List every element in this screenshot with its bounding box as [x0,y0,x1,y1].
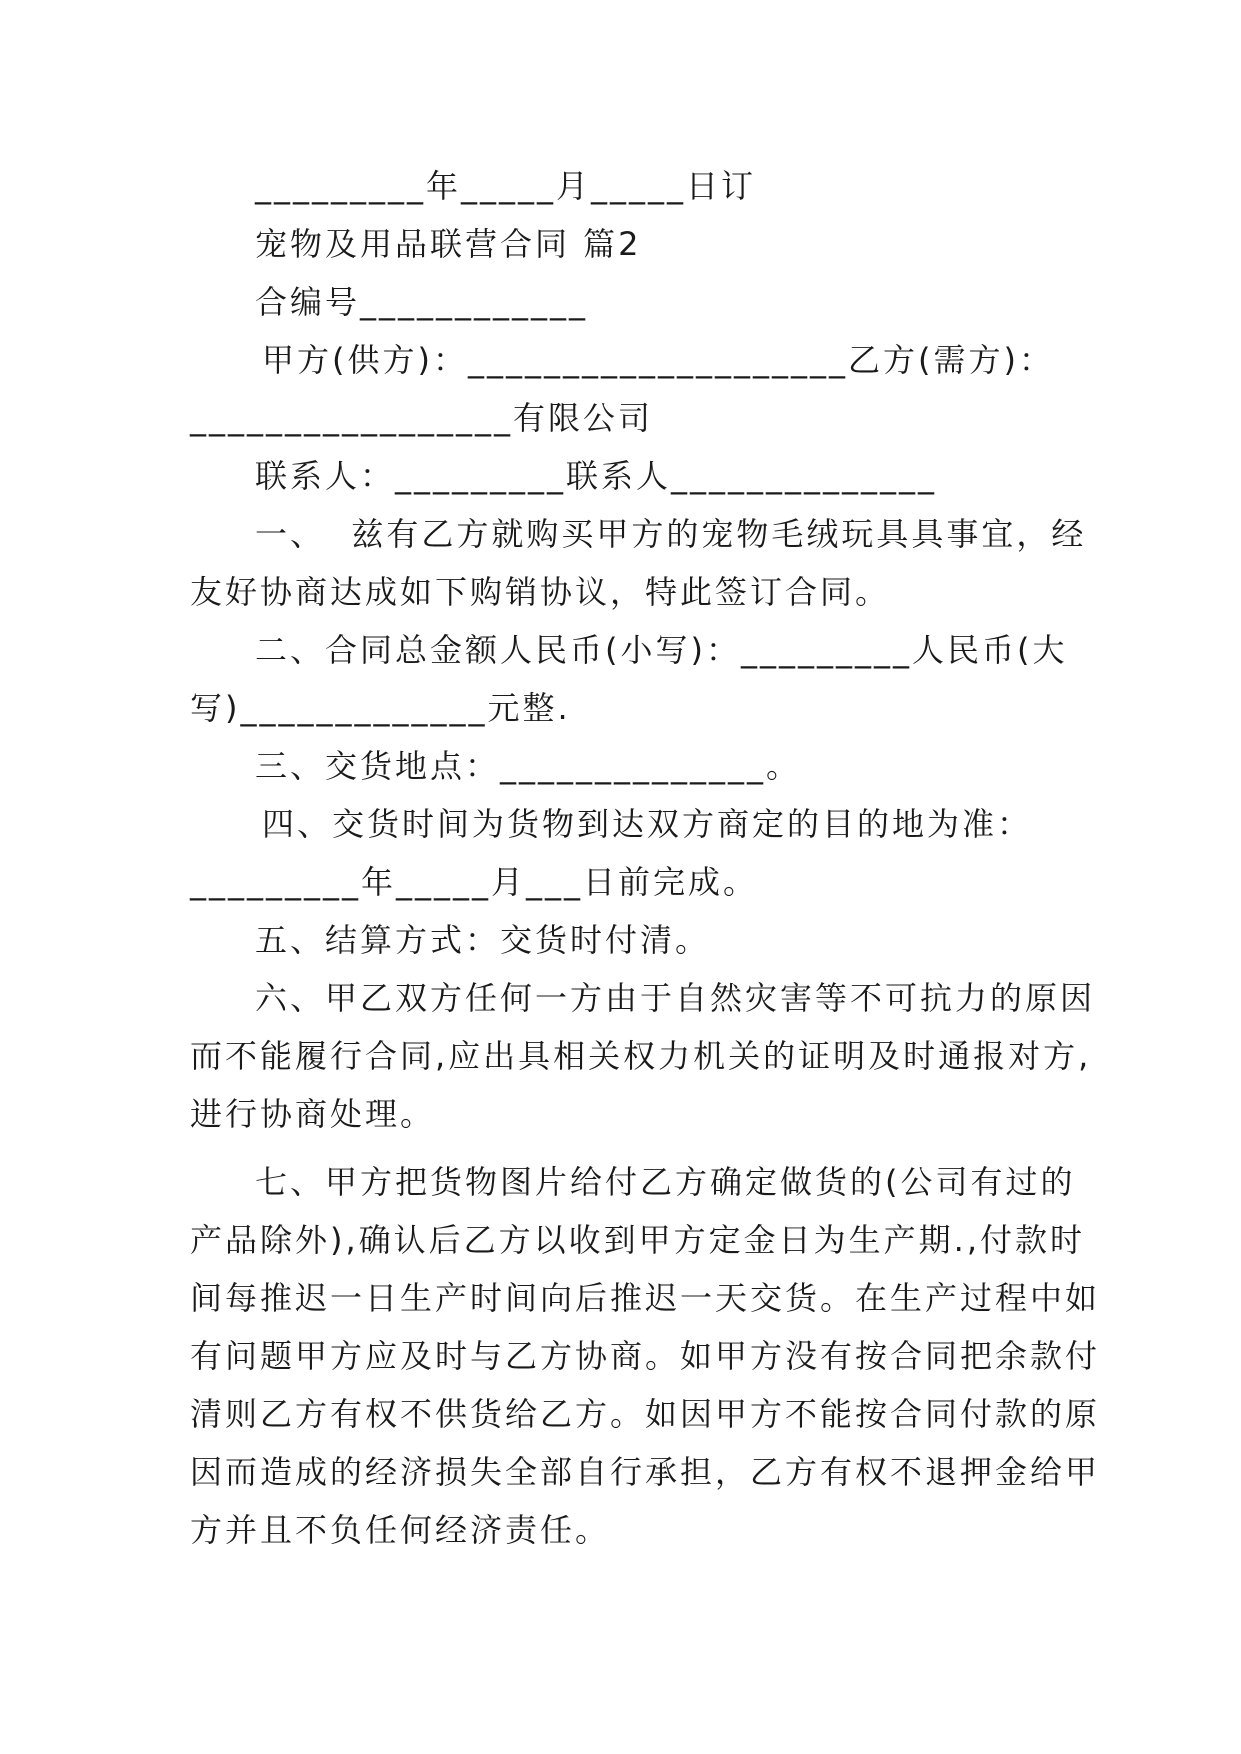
clause-4-line-1: 四、交货时间为货物到达双方商定的目的地为准： [262,805,1033,843]
contract-number-line: 合编号____________ [255,283,589,321]
clause-6-line-2: 而不能履行合同,应出具相关权力机关的证明及时通报对方, [190,1037,1092,1075]
clause-7-line-6: 因而造成的经济损失全部自行承担，乙方有权不退押金给甲 [190,1453,1101,1491]
clause-6-line-3: 进行协商处理。 [190,1095,436,1133]
date-signed-line: _________年_____月_____日订 [255,167,757,205]
clause-3-line: 三、交货地点：______________。 [255,747,802,785]
clause-2-line-2: 写)_____________元整. [190,689,571,727]
clause-6-line-1: 六、甲乙双方任何一方由于自然灾害等不可抗力的原因 [255,979,1096,1017]
contact-line: 联系人：_________联系人______________ [255,457,938,495]
clause-4-line-2: _________年_____月___日前完成。 [190,863,759,901]
clause-5-line: 五、结算方式：交货时付清。 [255,921,711,959]
contract-title: 宠物及用品联营合同 篇2 [255,225,642,263]
company-line: _________________有限公司 [190,399,654,437]
clause-1-line-2: 友好协商达成如下购销协议，特此签订合同。 [190,573,891,611]
clause-7-line-5: 清则乙方有权不供货给乙方。如因甲方不能按合同付款的原 [190,1395,1101,1433]
clause-7-line-3: 间每推迟一日生产时间向后推迟一天交货。在生产过程中如 [190,1279,1101,1317]
party-line: 甲方(供方)：____________________乙方(需方)： [262,341,1054,379]
clause-7-line-4: 有问题甲方应及时与乙方协商。如甲方没有按合同把余款付 [190,1337,1101,1375]
clause-7-line-2: 产品除外),确认后乙方以收到甲方定金日为生产期.,付款时 [190,1221,1086,1259]
clause-2-line-1: 二、合同总金额人民币(小写)：_________人民币(大 [255,631,1068,669]
clause-7-line-1: 七、甲方把货物图片给付乙方确定做货的(公司有过的 [255,1163,1076,1201]
clause-1-line-1: 一、 兹有乙方就购买甲方的宠物毛绒玩具具事宜，经 [255,515,1087,553]
clause-7-line-7: 方并且不负任何经济责任。 [190,1511,611,1549]
